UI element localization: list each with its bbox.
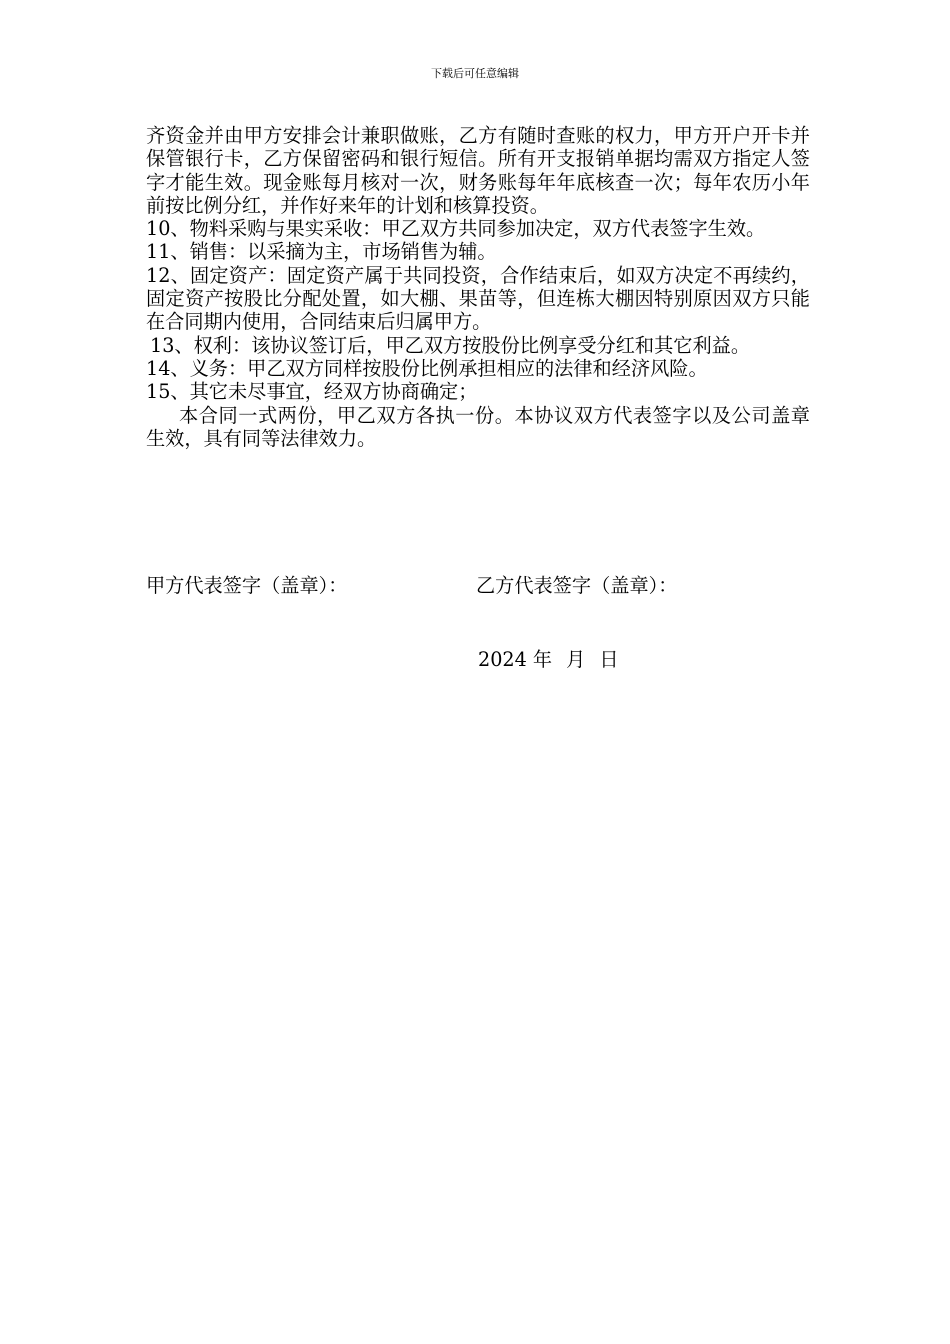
clause-12-fixed-assets: 12、固定资产：固定资产属于共同投资，合作结束后，如双方决定不再续约，固定资产按股比分配处置，如大棚、果苗等，但连栋大棚因特别原因双方只能在合同期内使用，合同结束后归属甲方。 [146,263,810,334]
contract-body [146,124,810,450]
date-year: 2024 年 [478,648,553,671]
closing-statement: 本合同一式两份，甲乙双方各执一份。本协议双方代表签字以及公司盖章生效，具有同等法律效力。 [146,403,810,450]
clause-13-rights: 13、权利：该协议签订后，甲乙双方按股份比例享受分红和其它利益。 [150,333,751,357]
clause-10-procurement: 10、物料采购与果实采收：甲乙双方共同参加决定，双方代表签字生效。 [146,217,766,241]
clause-finance-continued: 齐资金并由甲方安排会计兼职做账，乙方有随时查账的权力，甲方开户开卡并保管银行卡，乙方保留密码和银行短信。所有开支报销单据均需双方指定人签字才能生效。现金账每月核对一次，财务账每年年底核查一次；每年农历小年前按比例分红，并作好来年的计划和核算投资。 [146,124,810,217]
clause-11-sales: 11、销售：以采摘为主，市场销售为辅。 [146,240,497,264]
clause-15-other: 15、其它未尽事宜，经双方协商确定； [146,380,478,404]
clause-14-obligations: 14、义务：甲乙双方同样按股份比例承担相应的法律和经济风险。 [146,356,708,380]
party-a-signature-label: 甲方代表签字（盖章）： [146,574,348,597]
signature-block [146,574,810,598]
date-day: 日 [599,648,619,671]
page-header-note: 下载后可任意编辑 [431,67,519,80]
date-month: 月 [566,648,586,671]
party-b-signature-label: 乙方代表签字（盖章）： [476,574,678,597]
signing-date [478,648,619,672]
